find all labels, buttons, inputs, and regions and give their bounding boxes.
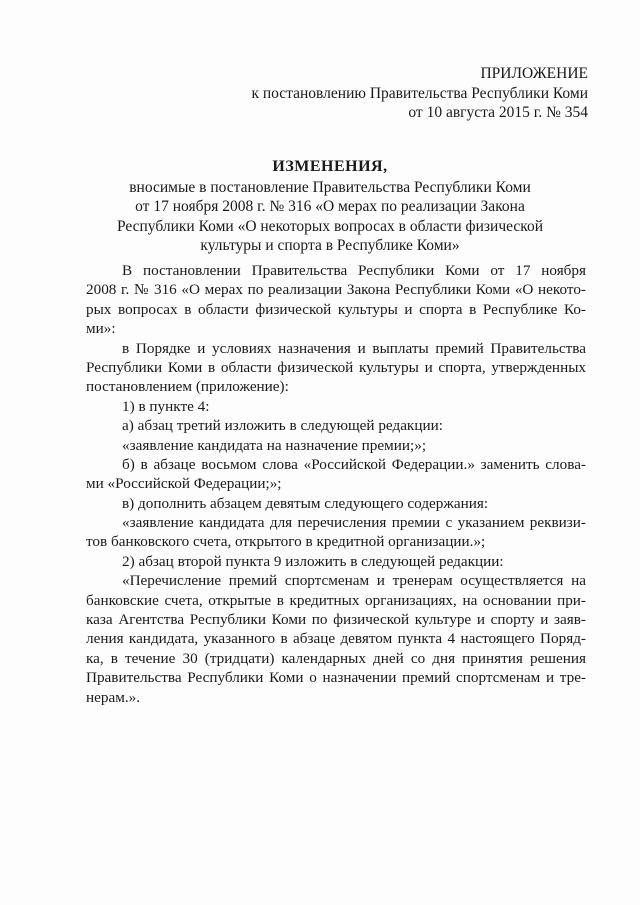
- body-line: «заявление кандидата для перечисления премии с указанием реквизи-: [122, 514, 586, 532]
- document-body: [86, 261, 586, 707]
- body-line: каза Агентства Республики Коми по физической культуре и спорту и заяв-: [86, 611, 586, 629]
- body-line: ми»:: [86, 320, 116, 338]
- body-line: тов банковского счета, открытого в кредитной организации.»;: [86, 533, 486, 551]
- appendix-label: ПРИЛОЖЕНИЕ: [480, 65, 588, 82]
- title-line: Республики Коми «О некоторых вопросах в области физической: [116, 217, 544, 235]
- body-line: Республики Коми в области физической культуры и спорта, утвержденных: [86, 358, 586, 376]
- body-line: рых вопросах в области физической культуры и спорта в Республике Ко-: [86, 300, 586, 318]
- body-line: постановлением (приложение):: [86, 378, 289, 396]
- body-line: б) в абзаце восьмом слова «Российской Федерации.» заменить слова-: [122, 455, 586, 473]
- body-line: В постановлении Правительства Республики Коми от 17 ноября: [122, 262, 586, 279]
- title-line: культуры и спорта в Республике Коми»: [200, 237, 460, 254]
- body-line: в) дополнить абзацем девятым следующего содержания:: [122, 494, 489, 512]
- appendix-header: [251, 64, 588, 123]
- body-line: 2008 г. № 316 «О мерах по реализации Закона Республики Коми «О некото-: [86, 281, 586, 299]
- body-line: «заявление кандидата на назначение премии;»;: [122, 436, 427, 454]
- appendix-date-number: от 10 августа 2015 г. № 354: [408, 104, 588, 121]
- body-line: ми «Российской Федерации;»;: [86, 475, 282, 493]
- title-line: вносимые в постановление Правительства Республики Коми: [129, 178, 531, 196]
- body-line: нерам.».: [86, 688, 141, 706]
- title-heading: ИЗМЕНЕНИЯ,: [272, 158, 388, 175]
- body-line: «Перечисление премий спортсменам и тренерам осуществляется на: [122, 572, 586, 590]
- title-line: от 17 ноября 2008 г. № 316 «О мерах по реализации Закона: [135, 198, 525, 215]
- body-line: а) абзац третий изложить в следующей редакции:: [122, 417, 443, 435]
- body-line: Правительства Республики Коми о назначении премий спортсменам и тре-: [86, 669, 586, 687]
- body-line: в Порядке и условиях назначения и выплаты премий Правительства: [122, 339, 586, 357]
- document-title: [80, 157, 580, 256]
- body-line: ления кандидата, указанного в абзаце девятом пункта 4 настоящего Поряд-: [86, 630, 586, 648]
- body-line: 2) абзац второй пункта 9 изложить в следующей редакции:: [122, 552, 504, 570]
- appendix-reference: к постановлению Правительства Республики Коми: [251, 84, 588, 102]
- body-line: ка, в течение 30 (тридцати) календарных дней со дня принятия решения: [86, 649, 586, 667]
- body-line: 1) в пункте 4:: [122, 397, 210, 415]
- body-line: банковские счета, открытые в кредитных организациях, на основании при-: [86, 591, 586, 609]
